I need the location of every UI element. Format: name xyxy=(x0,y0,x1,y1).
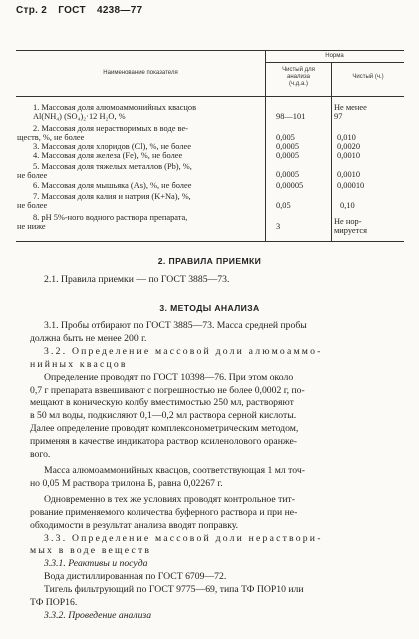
table-row-8: 8. pH 5%-ного водного раствора препарата, не ниже xyxy=(17,213,188,232)
table-row-5: 5. Массовая доля тяжелых металлов (Pb), %, не более xyxy=(17,162,192,181)
row-2-analysis: 0,005 xyxy=(276,133,295,142)
p-3-2-title: 3.2. Определение массовой доли алюмоаммо- xyxy=(44,345,323,357)
p-3-3-title: 3.3. Определение массовой доли нераствори- xyxy=(44,532,323,544)
col-analysis-header: Чистый для анализа (ч.д.а.) xyxy=(282,67,315,87)
table-row-6: 6. Массовая доля мышьяка (As), %, не более xyxy=(33,181,192,190)
table-row-1: 1. Массовая доля алюмоаммонийных квасцов xyxy=(33,103,197,112)
row-7-pure: 0,10 xyxy=(340,201,355,210)
row-4-analysis: 0,0005 xyxy=(276,151,300,160)
section-2-text: 2.1. Правила приемки — по ГОСТ 3885—73. xyxy=(44,274,230,285)
row-4-pure: 0,0010 xyxy=(337,151,361,160)
table-row-3: 3. Массовая доля хлоридов (Cl), %, не более xyxy=(33,142,191,151)
col-pure-header: Чистый (ч.) xyxy=(352,74,384,80)
table-row-2: 2. Массовая доля нерастворимых в воде ве- ществ, %, не более xyxy=(17,124,188,143)
section-3-title: 3. МЕТОДЫ АНАЛИЗА xyxy=(159,303,260,313)
table-row-1-formula: Al(NH₄) (SO₄)₂·12 H₂O, % xyxy=(33,112,126,121)
row-3-analysis: 0,0005 xyxy=(276,142,300,151)
table-top-border xyxy=(16,50,404,51)
table-bottom-border xyxy=(16,241,404,242)
page-header xyxy=(16,5,150,16)
p-control: Одновременно в тех же условиях проводят контрольное тит- xyxy=(44,493,295,505)
p-3-3-1: 3.3.1. Реактивы и посуда xyxy=(44,558,148,570)
gost-number: 4238—77 xyxy=(96,5,143,16)
row-2-pure: 0,010 xyxy=(337,133,356,142)
table-row-7: 7. Массовая доля калия и натрия (K+Na), %, не более xyxy=(17,192,191,211)
col-indicator-header: Наименование показателя xyxy=(103,70,178,76)
table-norm-divider xyxy=(265,62,404,63)
gost-label: ГОСТ xyxy=(58,5,86,16)
row-5-analysis: 0,0005 xyxy=(276,170,300,179)
row-8-analysis: 3 xyxy=(276,222,281,231)
p-mass: Масса алюмоаммонийных квасцов, соответствующая 1 мл точ- xyxy=(44,464,305,476)
p-3-3-2: 3.3.2. Проведение анализа xyxy=(44,609,152,621)
row-1-pure: Не менее 97 xyxy=(334,103,367,122)
row-7-analysis: 0,05 xyxy=(276,201,291,210)
table-header-border xyxy=(16,96,404,97)
table-row-4: 4. Массовая доля железа (Fe), %, не более xyxy=(33,151,183,160)
section-3-body: 3.1. Пробы отбирают по ГОСТ 3885—73. Масса средней пробы должна быть не менее 200 г. 3.2. Определение массовой доли алюмоаммо- нийных квасцов Определение проводят по ГОСТ 10398—76. При этом около 0,7 г препарата взвешивают с погрешностью не более 0,0002 г, по- мещают в коническую колбу вместимостью 250 мл, растворяют в 50 мл воды, подкисляют 0,1—0,2 мл раствора серной кислоты. Далее определение проводят комплексонометрическим методом, применяя в качестве индикатора раствор ксиленолового оранже- вого. Масса алюмоаммонийных квасцов, соответствующая 1 мл точ- но 0,05 М раствора трилона Б, равна 0,02267 г. Одновременно в тех же условиях проводят контрольное тит- рование применяемого количества буферного раствора и при не- обходимости в результат анализа вводят поправку. 3.3. Определение массовой доли нераствори- мых в воде веществ 3.3.1. Реактивы и посуда Вода дистиллированная по ГОСТ 6709—72. Тигель фильтрующий по ГОСТ 9775—69, типа ТФ ПОР10 или ТФ ПОР16. 3.3.2. Проведение анализа xyxy=(30,320,385,623)
row-8-pure: Не нор- мируется xyxy=(334,217,367,236)
row-3-pure: 0,0020 xyxy=(337,142,361,151)
section-2-title: 2. ПРАВИЛА ПРИЕМКИ xyxy=(157,256,262,266)
p-3-1: 3.1. Пробы отбирают по ГОСТ 3885—73. Масса средней пробы xyxy=(44,320,307,331)
row-5-pure: 0,0010 xyxy=(337,170,361,179)
table-col-divider-2 xyxy=(331,62,332,241)
row-1-analysis: 98—101 xyxy=(276,112,306,121)
row-6-analysis: 0,00005 xyxy=(276,181,304,190)
col-norm-header: Норма xyxy=(325,53,344,59)
p-water: Вода дистиллированная по ГОСТ 6709—72. xyxy=(44,571,227,583)
p-crucible: Тигель фильтрующий по ГОСТ 9775—69, типа ТФ ПОР10 или xyxy=(44,584,304,596)
p-3-2-text: Определение проводят по ГОСТ 10398—76. При этом около xyxy=(44,371,294,383)
row-6-pure: 0,00010 xyxy=(337,181,365,190)
page-number: Стр. 2 xyxy=(16,5,48,16)
